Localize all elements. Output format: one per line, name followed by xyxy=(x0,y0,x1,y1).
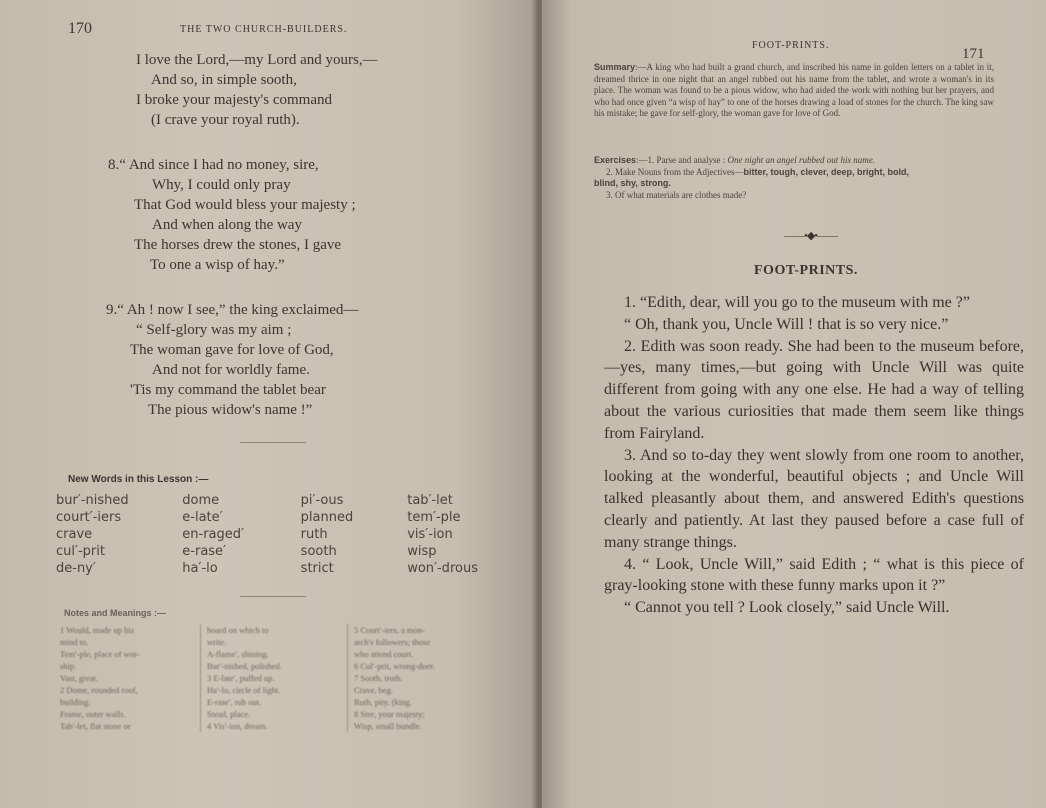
exercise-prefix: 2. Make Nouns from the Adjectives— xyxy=(606,166,744,177)
new-word: e-rase′ xyxy=(182,544,227,559)
verse-line: And so, in simple sooth, xyxy=(151,72,297,88)
notes-column xyxy=(201,624,348,732)
new-word: court′-iers xyxy=(56,510,122,525)
exercise-item xyxy=(594,155,994,167)
verse-line: The woman gave for love of God, xyxy=(130,342,334,358)
note-line: Ruth, pity. (king. xyxy=(354,697,412,707)
verse-line: 9.“ Ah ! now I see,” the king exclaimed— xyxy=(106,302,359,318)
verse-line: To one a wisp of hay.” xyxy=(150,257,285,273)
exercise-words: bitter, tough, clever, deep, bright, bold, xyxy=(743,166,909,177)
note-line: Crave, beg. xyxy=(354,685,393,695)
new-words-title: New Words in this Lesson :— xyxy=(68,474,209,485)
new-word: pi′-ous xyxy=(300,493,344,508)
exercise-item xyxy=(594,178,994,190)
new-word: ruth xyxy=(300,527,328,542)
running-head-left: THE TWO CHURCH-BUILDERS. xyxy=(180,24,348,35)
exercises-label: Exercises xyxy=(594,155,637,165)
new-word: tab′-let xyxy=(407,493,453,508)
notes-column xyxy=(54,624,201,732)
note-line: building. xyxy=(60,697,91,707)
note-line: board on which to xyxy=(207,625,269,635)
new-word: cul′-prit xyxy=(56,544,105,559)
exercise-item xyxy=(594,167,994,179)
verse-line: I broke your majesty's command xyxy=(136,92,332,108)
notes-column xyxy=(348,624,494,732)
verse-line: 'Tis my command the tablet bear xyxy=(130,382,326,398)
exercise-sentence: One night an angel rubbed out his name. xyxy=(727,155,876,165)
note-line: E-rase′, rub out. xyxy=(207,697,262,707)
note-line: Tab′-let, flat stone or xyxy=(60,721,131,731)
note-line: 8 Sire, your majesty; xyxy=(354,709,425,719)
verse-line: And not for worldly fame. xyxy=(152,362,310,378)
note-line: Bur′-nished, polished. xyxy=(207,661,282,671)
verse-line: 8.“ And since I had no money, sire, xyxy=(108,157,319,173)
new-words-list xyxy=(56,492,496,577)
exercise-prefix: :—1. Parse and analyse : xyxy=(636,155,726,165)
new-word: planned xyxy=(300,510,354,525)
note-line: ship. xyxy=(60,661,77,671)
lesson-summary xyxy=(594,62,994,120)
new-words-column xyxy=(407,492,496,577)
verse-line: Why, I could only pray xyxy=(152,177,291,193)
new-word: tem′-ple xyxy=(407,510,461,525)
verse-line: (I crave your royal ruth). xyxy=(151,112,300,128)
note-line: who attend court. xyxy=(354,649,414,659)
page-number-right: 171 xyxy=(962,46,985,62)
story-paragraph: 4. “ Look, Uncle Will,” said Edith ; “ what is this piece of gray-looking stone with these funny marks upon it ?” xyxy=(604,555,1024,595)
new-word: de-ny′ xyxy=(56,561,96,576)
verse-line: I love the Lord,—my Lord and yours,— xyxy=(136,52,378,68)
new-word: wisp xyxy=(407,544,437,559)
note-line: write. xyxy=(207,637,227,647)
note-line: 2 Dome, rounded roof, xyxy=(60,685,138,695)
section-ornament: ——•◆•—— xyxy=(784,230,838,242)
summary-text: :—A king who had built a grand church, and inscribed his name in golden letters on a tablet in it, dreamed thrice in one night that an angel rubbed out his name from the tablet, and wrote a woman's in its place. The woman was found to be a pious widow, who had aided the work with nothing but her prayers, and who had once given “a wisp of hay” to one of the horses drawing a load of stones for the church. The king saw his mistake; he gave for self-glory, the woman gave for love of God. xyxy=(594,62,994,118)
story-body xyxy=(604,292,1024,619)
new-word: won′-drous xyxy=(407,561,478,576)
story-title: FOOT-PRINTS. xyxy=(754,263,858,278)
summary-label: Summary xyxy=(594,62,636,72)
note-line: 7 Sooth, truth. xyxy=(354,673,403,683)
note-line: Wisp, small bundle. xyxy=(354,721,422,731)
note-line: Frame, outer walls. xyxy=(60,709,126,719)
new-word: e-late′ xyxy=(182,510,223,525)
verse-line: The horses drew the stones, I gave xyxy=(134,237,342,253)
new-word: dome xyxy=(182,493,220,508)
new-words-column xyxy=(301,492,408,577)
verse-line: And when along the way xyxy=(152,217,302,233)
note-line: 3 E-late′, puffed up. xyxy=(207,673,275,683)
new-word: en-raged′ xyxy=(182,527,244,542)
verse-line: The pious widow's name !” xyxy=(148,402,313,418)
stanza-9 xyxy=(106,300,358,420)
note-line: A-flame′, shining. xyxy=(207,649,269,659)
note-line: arch's followers; those xyxy=(354,637,431,647)
verse-line: That God would bless your majesty ; xyxy=(134,197,356,213)
note-line: 5 Court′-iers, a mon- xyxy=(354,625,425,635)
story-paragraph: 3. And so to-day they went slowly from one room to another, looking at the wonderful, beautiful objects ; and Uncle Will talked pleasantly about them, and answered Edith's questions clearly and patiently. At last they paused before a case full of many strange things. xyxy=(604,446,1024,551)
story-paragraph: “ Cannot you tell ? Look closely,” said Uncle Will. xyxy=(624,599,950,617)
note-line: mind to. xyxy=(60,637,89,647)
new-words-column xyxy=(56,492,182,577)
page-number-left: 170 xyxy=(68,20,92,37)
note-line: Tem′-ple, place of wor- xyxy=(60,649,140,659)
note-line: 1 Would, made up his xyxy=(60,625,135,635)
note-line: 4 Vis′-ion, dream. xyxy=(207,721,268,731)
stanza-8 xyxy=(108,155,356,275)
divider-rule xyxy=(240,596,306,597)
note-line: Stead, place. xyxy=(207,709,251,719)
note-line: 6 Cul′-prit, wrong-doer. xyxy=(354,661,435,671)
new-word: ha′-lo xyxy=(182,561,218,576)
new-word: vis′-ion xyxy=(407,527,453,542)
notes-and-meanings xyxy=(54,624,494,732)
note-line: Ha′-lo, circle of light. xyxy=(207,685,281,695)
running-head-right: FOOT-PRINTS. xyxy=(752,40,830,51)
verse-line: “ Self-glory was my aim ; xyxy=(136,322,292,338)
divider-rule xyxy=(240,442,306,443)
new-word: bur′-nished xyxy=(56,493,129,508)
notes-title: Notes and Meanings :— xyxy=(64,608,167,618)
stanza-7 xyxy=(136,50,378,130)
exercise-words: blind, shy, strong. xyxy=(594,178,671,188)
story-paragraph: 1. “Edith, dear, will you go to the museum with me ?” xyxy=(624,294,970,311)
new-words-column xyxy=(182,492,300,577)
lesson-exercises xyxy=(594,155,994,201)
story-paragraph: “ Oh, thank you, Uncle Will ! that is so very nice.” xyxy=(624,315,949,333)
new-word: crave xyxy=(56,527,93,542)
note-line: Vast, great. xyxy=(60,673,99,683)
new-word: strict xyxy=(300,561,334,576)
exercise-item: 3. Of what materials are clothes made? xyxy=(606,189,747,200)
new-word: sooth xyxy=(300,544,337,559)
story-paragraph: 2. Edith was soon ready. She had been to the museum before,—yes, many times,—but going with Uncle Will was quite different from going with any one else. He had a way of telling about the various curiosities that made them seem like things from Fairyland. xyxy=(604,337,1024,442)
